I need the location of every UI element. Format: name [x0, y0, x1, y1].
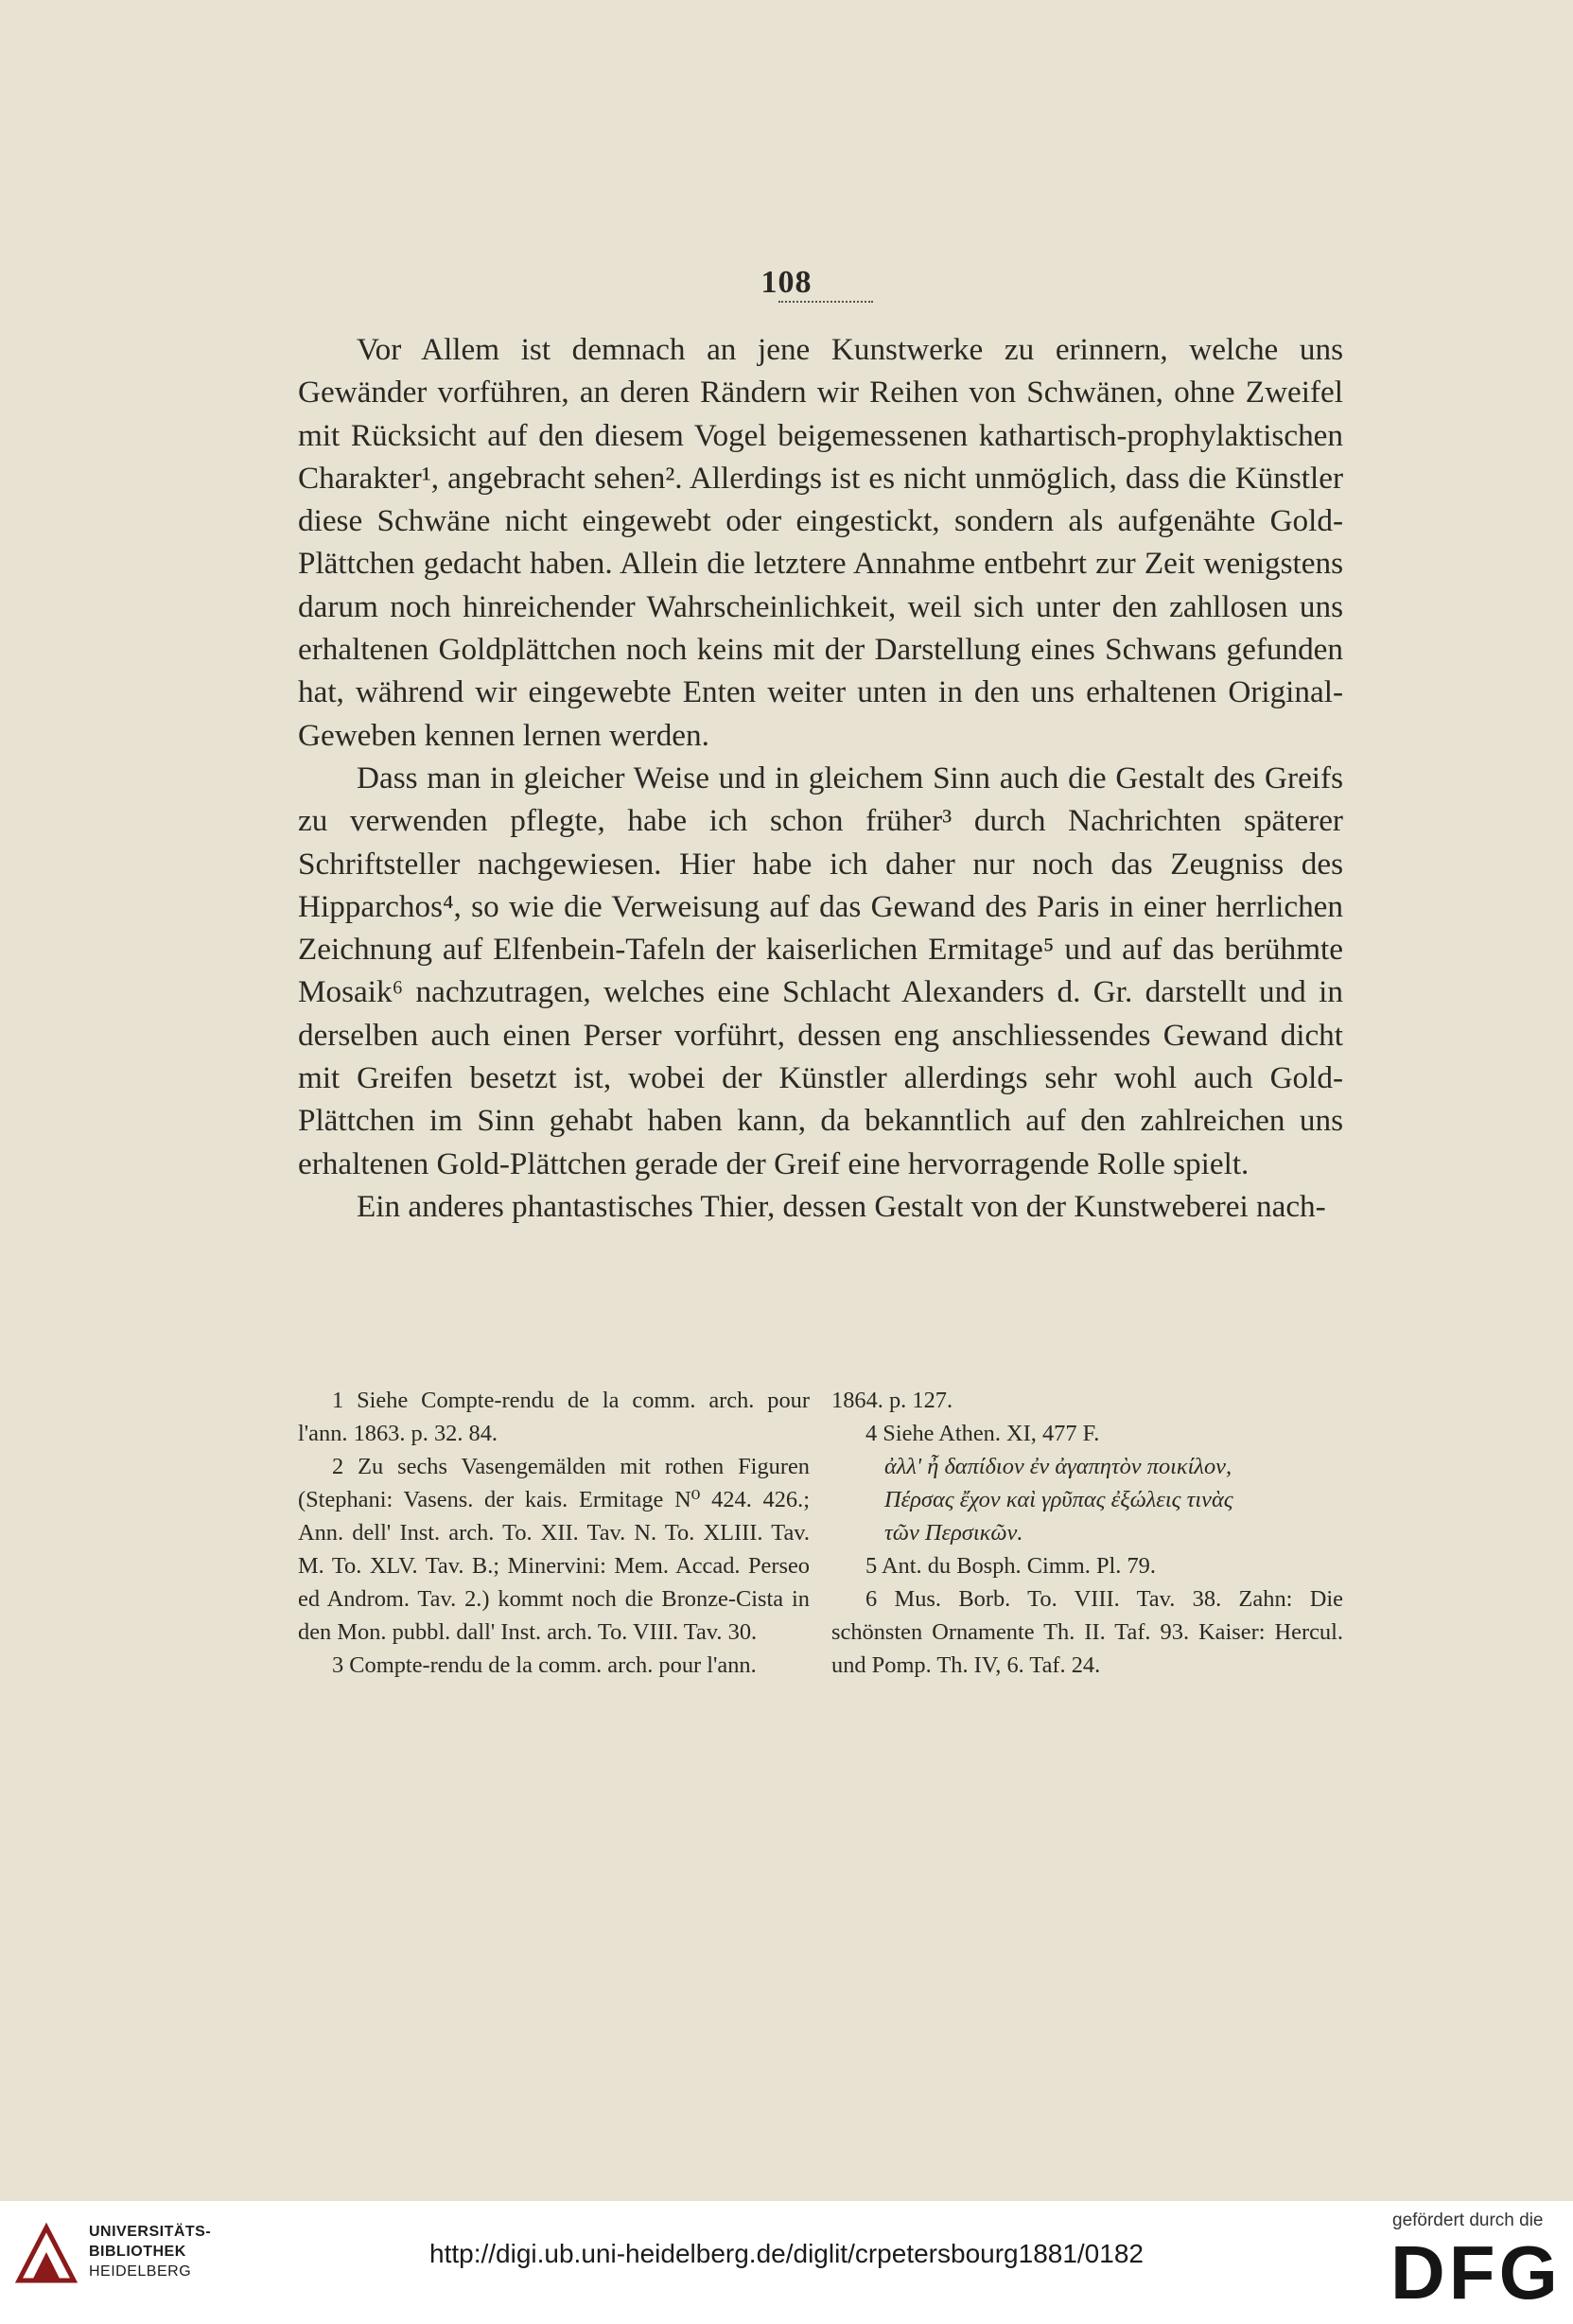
footnote-6: 6 Mus. Borb. To. VIII. Tav. 38. Zahn: Die schönsten Ornamente Th. II. Taf. 93. Kaiser: Hercul. und Pomp. Th. IV, 6. Taf. 24. [831, 1586, 1343, 1678]
permalink-url[interactable]: http://digi.ub.uni-heidelberg.de/diglit/crpetersbourg1881/0182 [429, 2239, 1144, 2268]
funder-caption: gefördert durch die [1392, 2210, 1544, 2230]
greek-quote-line: Πέρσας ἔχον καὶ γρῦπας ἐξώλεις τινὰς [884, 1487, 1233, 1512]
footnote-4: 4 Siehe Athen. XI, 477 F. [865, 1421, 1100, 1446]
dfg-logo: DFG [1390, 2230, 1562, 2315]
footer-bar [0, 2201, 1573, 2324]
paragraph: Ein anderes phantastisches Thier, dessen Gestalt von der Kunstweberei nach- [357, 1188, 1326, 1224]
footnotes-left-column [298, 1384, 810, 1682]
footnote-3: 3 Compte-rendu de la comm. arch. pour l'ann. [332, 1652, 757, 1678]
library-name-line: UNIVERSITÄTS- [89, 2224, 212, 2240]
greek-quote-line: τῶν Περσικῶν. [884, 1520, 1023, 1546]
page-number: 108 [760, 265, 813, 300]
footnotes-right-column [831, 1384, 1343, 1682]
footnote-1: 1 Siehe Compte-rendu de la comm. arch. pour l'ann. 1863. p. 32. 84. [298, 1388, 810, 1446]
footnote-5: 5 Ant. du Bosph. Cimm. Pl. 79. [865, 1553, 1156, 1579]
footnote-3-continuation: 1864. p. 127. [831, 1388, 953, 1413]
greek-quote-line: ἀλλ' ἦ δαπίδιον ἐν ἀγαπητὸν ποικίλον, [884, 1454, 1232, 1479]
footnotes [298, 1384, 1343, 1682]
main-text [298, 328, 1343, 1228]
paragraph: Dass man in gleicher Weise und in gleichem Sinn auch die Gestalt des Greifs zu verwenden pflegte, habe ich schon früher³ durch Nachrichten späterer Schriftsteller nachgewiesen. Hier habe ich daher nur noch das Zeugniss des Hipparchos⁴, so wie die Verweisung auf das Gewand des Paris in einer herrlichen Zeichnung auf Elfenbein-Tafeln der kaiserlichen Ermitage⁵ und auf das berühmte Mosaik⁶ nachzutragen, welches eine Schlacht Alexanders d. Gr. darstellt und in derselben auch einen Perser vorführt, dessen eng anschliessendes Gewand dicht mit Greifen besetzt ist, wobei der Künstler allerdings sehr wohl auch Gold-Plättchen im Sinn gehabt haben kann, da bekanntlich auf den zahlreichen uns erhaltenen Gold-Plättchen gerade der Greif eine hervorragende Rolle spielt. [298, 760, 1343, 1181]
paragraph: Vor Allem ist demnach an jene Kunstwerke zu erinnern, welche uns Gewänder vorführen, an deren Rändern wir Reihen von Schwänen, ohne Zweifel mit Rücksicht auf den diesem Vogel beigemessenen kathartisch-prophylaktischen Charakter¹, angebracht sehen². Allerdings ist es nicht unmöglich, dass die Künstler diese Schwäne nicht eingewebt oder eingestickt, sondern als aufgenähte Gold-Plättchen gedacht haben. Allein die letztere Annahme entbehrt zur Zeit wenigstens darum noch hinreichender Wahrscheinlichkeit, weil sich unter den zahllosen uns erhaltenen Goldplättchen noch keins mit der Darstellung eines Schwans gefunden hat, während wir eingewebte Enten weiter unten in den uns erhaltenen Original-Geweben kennen lernen werden. [298, 332, 1343, 753]
footnote-2: 2 Zu sechs Vasengemälden mit rothen Figuren (Stephani: Vasens. der kais. Ermitage N⁰ 424. 426.; Ann. dell' Inst. arch. To. XII. Tav. N. To. XLIII. Tav. M. To. XLV. Tav. B.; Minervini: Mem. Accad. Perseo ed Androm. Tav. 2.) kommt noch die Bronze-Cista in den Mon. pubbl. dall' Inst. arch. To. VIII. Tav. 30. [298, 1454, 810, 1645]
library-name-line: HEIDELBERG [89, 2263, 192, 2280]
page-number-underline [778, 301, 873, 303]
library-name-line: BIBLIOTHEK [89, 2244, 186, 2260]
